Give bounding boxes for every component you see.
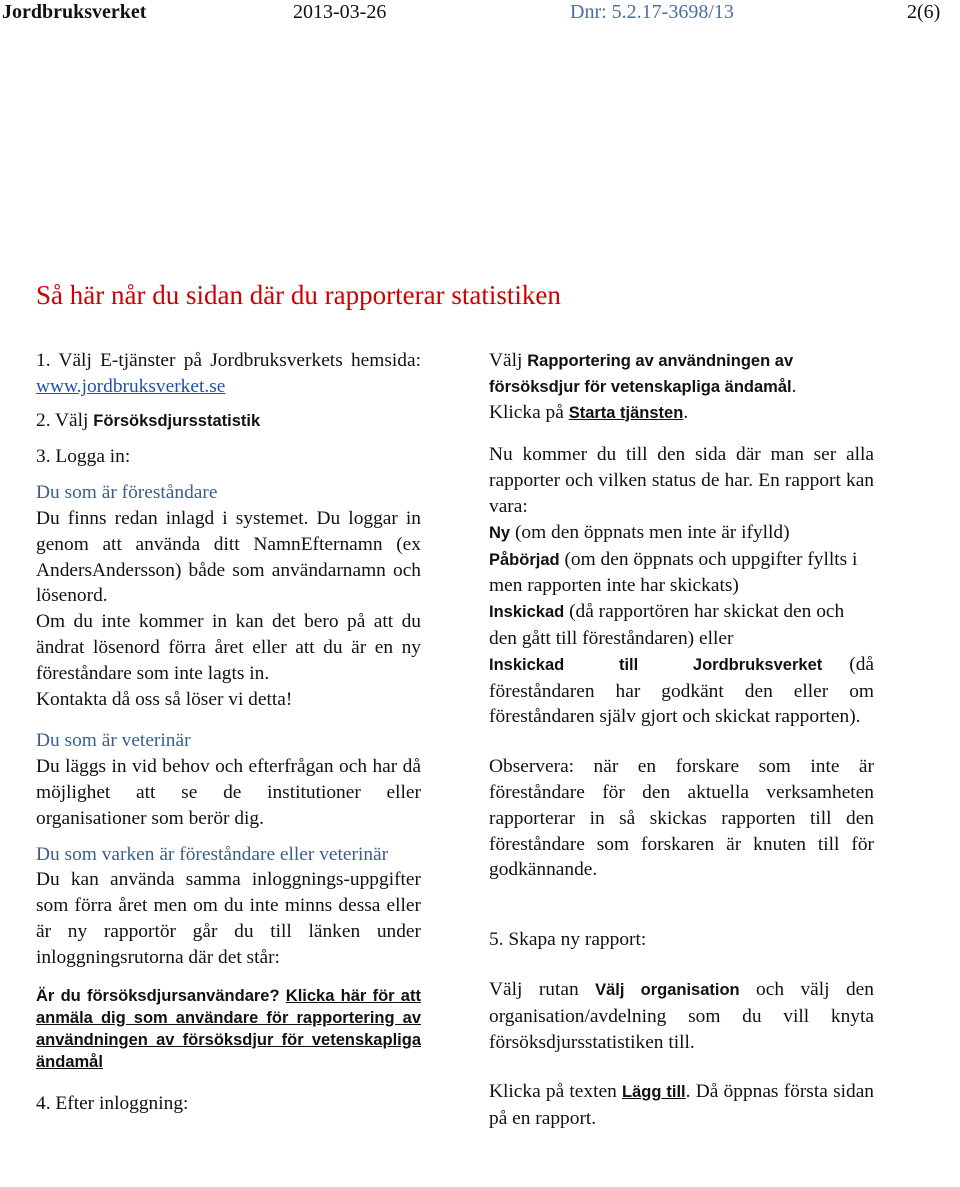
start-service-link[interactable]: Starta tjänsten — [568, 403, 684, 422]
status-inskickad — [489, 599, 874, 652]
varken-heading: Du som varken är föreståndare eller veterinär — [36, 843, 389, 865]
status-paborjad-label: Påbörjad — [489, 550, 560, 569]
left-column — [36, 348, 421, 1116]
header-page-number: 2(6) — [907, 1, 941, 23]
status-paborjad-text: (om den öppnats och uppgifter fyllts i men rapporten inte har skickats) — [489, 548, 858, 597]
register-block — [36, 985, 421, 1073]
status-ny-label: Ny — [489, 523, 511, 542]
status-inskickad-text: (då rapportören har skickat den och den gått till föreståndaren) eller — [489, 601, 845, 649]
click-add — [489, 1079, 874, 1132]
jordbruksverket-link[interactable]: www.jordbruksverket.se — [36, 375, 226, 397]
status-intro: Nu kommer du till den sida där man ser alla rapporter och vilken status de har. En rapport kan vara: — [489, 444, 874, 517]
veterinar-text: Du läggs in vid behov och efterfrågan och har då möjlighet att se de institutioner eller organisationer som berör dig. — [36, 756, 421, 829]
page-header — [0, 0, 960, 26]
add-link[interactable]: Lägg till — [622, 1083, 686, 1102]
foreståndare-text-1: Du finns redan inlagd i systemet. Du loggar in genom att använda ditt NamnEfternamn (ex AndersAndersson) både som användarnamn och lösenord. — [36, 507, 421, 607]
status-inskickad-jv — [489, 652, 874, 730]
register-link[interactable]: Klicka här för att anmäla dig som användare för rapportering av användningen av försöksdjur för vetenskapliga ändamål — [36, 986, 421, 1071]
step-2-option: Försöksdjursstatistik — [93, 411, 261, 430]
choose-org — [489, 977, 874, 1055]
step-1 — [36, 348, 421, 400]
choose-org-option: Välj organisation — [595, 980, 740, 999]
status-ny — [489, 520, 874, 547]
header-org: Jordbruksverket — [2, 1, 147, 23]
foreståndare-text-3: Kontakta då oss så löser vi detta! — [36, 688, 293, 710]
step-2-text: 2. Välj — [36, 409, 94, 431]
status-inskickad-jv-label: Inskickad till Jordbruksverket — [489, 655, 823, 674]
observera-text: Observera: när en forskare som inte är föreståndare för den aktuella verksamheten rapporterar in så skickas rapporten till den föreståndare som forskaren är knuten till för godkännande. — [489, 756, 874, 881]
choose-org-text: Välj rutan — [489, 978, 596, 1000]
header-date: 2013-03-26 — [293, 1, 387, 23]
choose-service-end: . — [791, 375, 797, 397]
foreståndare-text-2: Om du inte kommer in kan det bero på att du ändrat lösenord förra året eller att du är en ny föreståndare som inte lagts in. — [36, 611, 421, 684]
choose-service — [489, 348, 874, 400]
step-1-text: 1. Välj E-tjänster på Jordbruksverkets hemsida: — [36, 350, 421, 371]
status-paborjad — [489, 547, 874, 600]
click-start-text: Klicka på — [489, 401, 569, 423]
step-5: 5. Skapa ny rapport: — [489, 929, 647, 951]
choose-service-text: Välj — [489, 350, 528, 371]
step-4: 4. Efter inloggning: — [36, 1092, 189, 1114]
click-add-end: . Då öppnas första sidan på en rapport. — [489, 1081, 874, 1130]
foreståndare-heading: Du som är föreståndare — [36, 482, 218, 504]
click-add-text: Klicka på texten — [489, 1081, 623, 1103]
veterinar-heading: Du som är veterinär — [36, 730, 191, 752]
page-title: Så här når du sidan där du rapporterar statistiken — [36, 280, 561, 310]
step-2 — [36, 408, 421, 435]
header-dnr: Dnr: 5.2.17-3698/13 — [570, 1, 734, 23]
status-inskickad-label: Inskickad — [489, 603, 565, 622]
choose-org-end: och välj den organisation/avdelning som du vill knyta försöksdjursstatistiken till. — [489, 978, 874, 1053]
varken-text: Du kan använda samma inloggnings-uppgifter som förra året men om du inte minns dessa eller är ny rapportör går du till länken under inloggningsrutorna där det står: — [36, 869, 421, 968]
status-ny-text: (om den öppnats men inte är ifylld) — [510, 521, 790, 543]
choose-service-option: Rapportering av användningen av försöksdjur för vetenskapliga ändamål — [489, 352, 794, 396]
register-question: Är du försöksdjursanvändare? — [36, 986, 280, 1005]
right-column — [489, 348, 874, 1132]
click-start — [489, 400, 874, 427]
click-start-end: . — [683, 401, 689, 423]
status-inskickad-jv-text: (då föreståndaren har godkänt den eller om föreståndaren själv gjort och skickat rapporten). — [489, 653, 875, 728]
step-3: 3. Logga in: — [36, 446, 131, 468]
